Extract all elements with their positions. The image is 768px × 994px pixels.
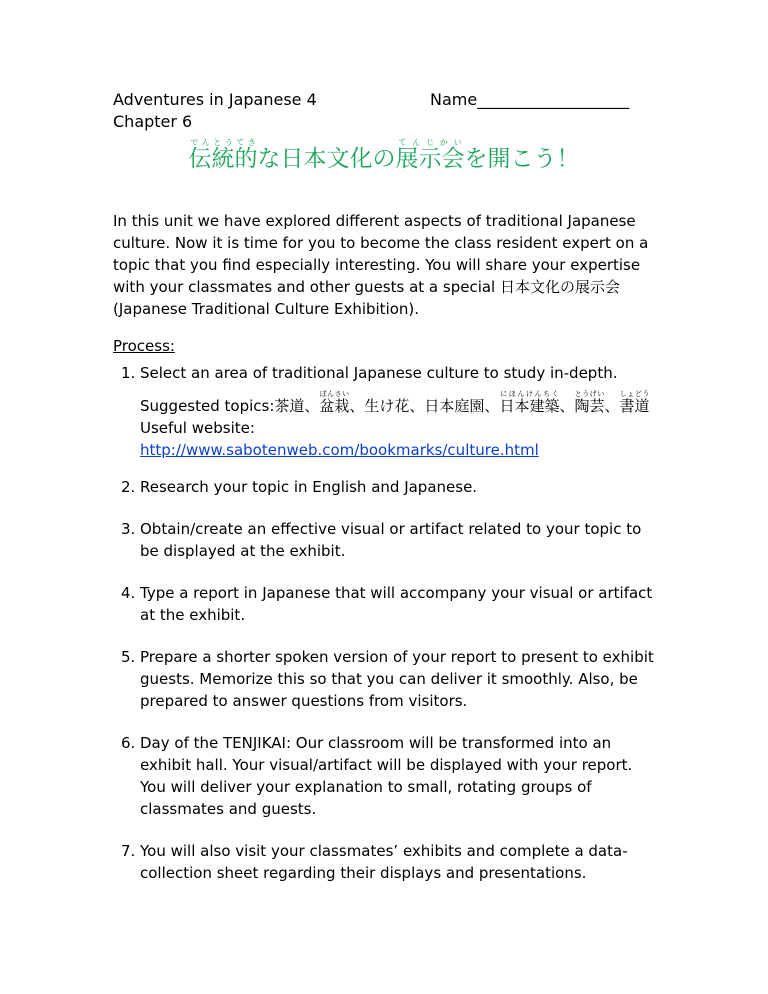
step-2 <box>113 476 658 498</box>
step-text: Select an area of traditional Japanese culture to study in-depth. <box>140 364 618 382</box>
step-6 <box>113 732 658 820</box>
course-header <box>113 89 317 133</box>
step-5 <box>113 646 658 712</box>
suggested-topics: Suggested topics:茶道、盆栽ぼんさい、生け花、日本庭園、日本建築にほんけんちく、陶芸とうげい、書道しょどう <box>140 390 650 415</box>
step-1 <box>113 362 658 461</box>
step-text: Day of the TENJIKAI: Our classroom will be transformed into an exhibit hall. Your visual/artifact will be displayed with your report. You will deliver your explanation to small, rotating groups of classmates and guests. <box>140 734 633 818</box>
intro-jp-term: 日本文化の展示会 <box>499 278 620 296</box>
website-link[interactable]: http://www.sabotenweb.com/bookmarks/culture.html <box>140 441 539 459</box>
topic-bonsai: 盆栽ぼんさい <box>319 390 350 415</box>
intro-tail: (Japanese Traditional Culture Exhibition). <box>113 300 420 318</box>
step-4 <box>113 582 658 626</box>
chapter-label: Chapter 6 <box>113 112 193 131</box>
step-text: Type a report in Japanese that will accompany your visual or artifact at the exhibit. <box>140 584 653 624</box>
course-title: Adventures in Japanese 4 <box>113 90 317 109</box>
title-ruby-dentouteki: 伝統的でんとうてき <box>188 138 258 172</box>
topic-calligraphy: 書道しょどう <box>619 390 650 415</box>
step-text: Research your topic in English and Japanese. <box>140 478 478 496</box>
intro-paragraph <box>113 210 658 320</box>
step-7 <box>113 840 658 884</box>
process-heading: Process: <box>113 337 175 355</box>
step-text: Obtain/create an effective visual or artifact related to your topic to be displayed at the exhibit. <box>140 520 642 560</box>
title-end: を開こう！ <box>464 146 580 172</box>
step-number: 3. <box>121 520 136 538</box>
intro-text: In this unit we have explored different aspects of traditional Japanese culture. Now it is time for you to become the class resident expert on a topic that you find especially interesting. You will share your expertise with your classmates and other guests at a special <box>113 212 649 296</box>
step-number: 5. <box>121 648 136 666</box>
title-ruby-tenjikai: 展示会てんじかい <box>395 138 465 172</box>
name-field[interactable]: Name___________________ <box>430 90 630 109</box>
step-text: Prepare a shorter spoken version of your report to present to exhibit guests. Memorize this so that you can deliver it smoothly. Also, be prepared to answer questions from visitors. <box>140 648 654 710</box>
process-steps <box>113 362 658 884</box>
step-number: 7. <box>121 842 136 860</box>
topic-architecture: 日本建築にほんけんちく <box>499 390 560 415</box>
page-title <box>0 138 768 173</box>
topic-ceramics: 陶芸とうげい <box>574 390 605 415</box>
step-number: 1. <box>121 364 136 382</box>
step-3 <box>113 518 658 562</box>
step-number: 4. <box>121 584 136 602</box>
useful-website: Useful website: http://www.sabotenweb.com/bookmarks/culture.html <box>140 419 539 459</box>
step-text: You will also visit your classmates’ exhibits and complete a data-collection sheet regarding their displays and presentations. <box>140 842 628 882</box>
step-number: 6. <box>121 734 136 752</box>
topics-label: Suggested topics: <box>140 397 275 415</box>
title-mid: な日本文化の <box>257 146 396 172</box>
step-number: 2. <box>121 478 136 496</box>
